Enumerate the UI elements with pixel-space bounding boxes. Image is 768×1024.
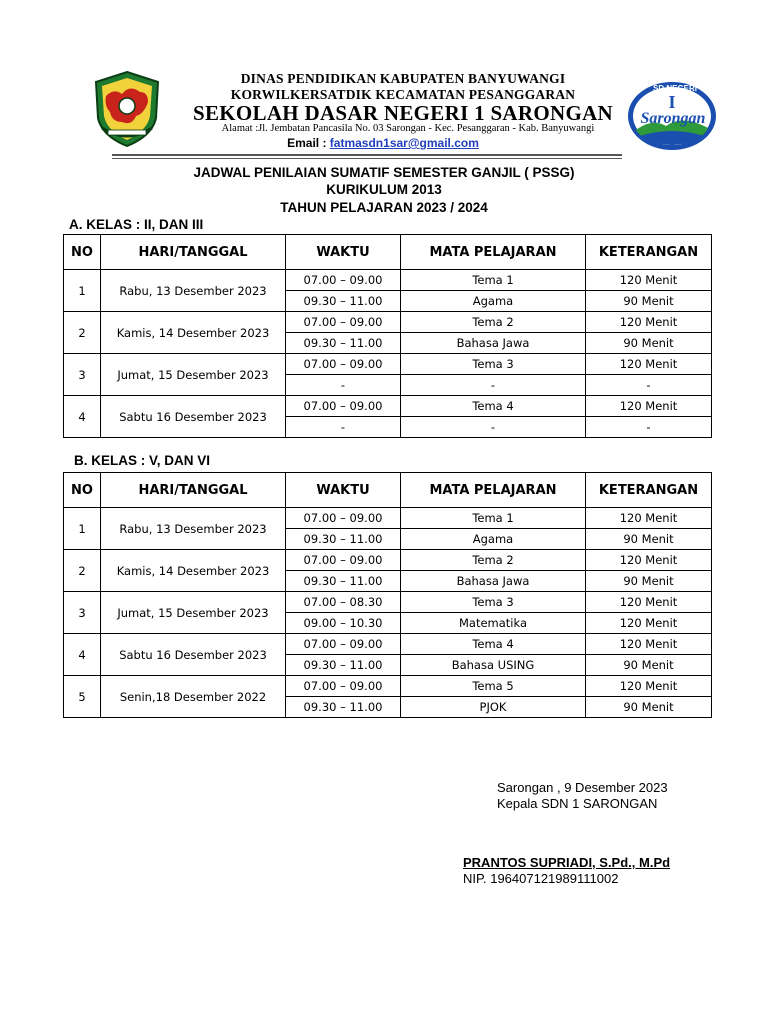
cell-note: 120 Menit <box>586 550 712 571</box>
column-header-time: WAKTU <box>286 473 401 508</box>
cell-subject: Tema 1 <box>401 270 586 291</box>
cell-note: 120 Menit <box>586 270 712 291</box>
cell-time: 09.30 – 11.00 <box>286 571 401 592</box>
cell-note: 120 Menit <box>586 676 712 697</box>
column-header-note: KETERANGAN <box>586 235 712 270</box>
cell-no: 2 <box>64 312 101 354</box>
signature-nip: NIP. 196407121989111002 <box>463 871 619 886</box>
signature-name: PRANTOS SUPRIADI, S.Pd., M.Pd <box>463 855 671 870</box>
cell-note: 120 Menit <box>586 634 712 655</box>
letterhead-rule <box>112 154 622 156</box>
section-a-label: A. KELAS : II, DAN III <box>69 217 204 232</box>
letterhead-agency: DINAS PENDIDIKAN KABUPATEN BANYUWANGI <box>240 71 566 86</box>
column-header-date: HARI/TANGGAL <box>101 473 286 508</box>
table-row <box>64 508 712 529</box>
table-row <box>64 592 712 613</box>
cell-time: 07.00 – 09.00 <box>286 396 401 417</box>
cell-time: 07.00 – 09.00 <box>286 634 401 655</box>
cell-time: 09.30 – 11.00 <box>286 655 401 676</box>
regency-emblem-icon <box>92 70 162 148</box>
badge-numeral: I <box>668 92 676 112</box>
cell-subject: Tema 3 <box>401 592 586 613</box>
cell-subject: Tema 1 <box>401 508 586 529</box>
column-header-time: WAKTU <box>286 235 401 270</box>
letterhead-email-line <box>160 136 606 150</box>
cell-note: 90 Menit <box>586 333 712 354</box>
cell-date: Jumat, 15 Desember 2023 <box>101 592 286 634</box>
signature-place-date: Sarongan , 9 Desember 2023 <box>497 780 668 795</box>
cell-time: 07.00 – 09.00 <box>286 676 401 697</box>
cell-time: 07.00 – 08.30 <box>286 592 401 613</box>
cell-subject: Tema 4 <box>401 634 586 655</box>
cell-date: Senin,18 Desember 2022 <box>101 676 286 718</box>
cell-date: Kamis, 14 Desember 2023 <box>101 312 286 354</box>
table-row <box>64 550 712 571</box>
cell-note: 120 Menit <box>586 312 712 333</box>
cell-no: 5 <box>64 676 101 718</box>
document-school-year: TAHUN PELAJARAN 2023 / 2024 <box>280 200 488 215</box>
table-row <box>64 354 712 375</box>
column-header-no: NO <box>64 473 101 508</box>
cell-subject: - <box>401 375 586 396</box>
cell-subject: Bahasa Jawa <box>401 571 586 592</box>
cell-no: 4 <box>64 396 101 438</box>
cell-note: 120 Menit <box>586 508 712 529</box>
column-header-no: NO <box>64 235 101 270</box>
cell-date: Sabtu 16 Desember 2023 <box>101 634 286 676</box>
cell-date: Kamis, 14 Desember 2023 <box>101 550 286 592</box>
signature-role: Kepala SDN 1 SARONGAN <box>497 796 658 811</box>
document-curriculum: KURIKULUM 2013 <box>326 182 442 197</box>
column-header-note: KETERANGAN <box>586 473 712 508</box>
cell-subject: Tema 4 <box>401 396 586 417</box>
document-title: JADWAL PENILAIAN SUMATIF SEMESTER GANJIL ( PSSG) <box>193 165 575 180</box>
table-row <box>64 270 712 291</box>
letterhead-office: KORWILKERSATDIK KECAMATAN PESANGGARAN <box>230 87 576 102</box>
badge-text-bottom: Sarongan <box>640 110 706 127</box>
cell-date: Jumat, 15 Desember 2023 <box>101 354 286 396</box>
schedule-table-b <box>63 472 712 718</box>
cell-time: 09.30 – 11.00 <box>286 333 401 354</box>
cell-no: 3 <box>64 592 101 634</box>
cell-time: 07.00 – 09.00 <box>286 354 401 375</box>
cell-note: - <box>586 417 712 438</box>
cell-time: 09.30 – 11.00 <box>286 697 401 718</box>
column-header-date: HARI/TANGGAL <box>101 235 286 270</box>
column-header-subject: MATA PELAJARAN <box>401 235 586 270</box>
table-row <box>64 676 712 697</box>
table-row <box>64 634 712 655</box>
cell-subject: Agama <box>401 529 586 550</box>
cell-subject: - <box>401 417 586 438</box>
cell-note: 120 Menit <box>586 396 712 417</box>
cell-time: - <box>286 375 401 396</box>
cell-note: 90 Menit <box>586 291 712 312</box>
email-label: Email : <box>287 136 330 150</box>
letterhead-rule-thin <box>112 158 622 159</box>
cell-time: 09.30 – 11.00 <box>286 529 401 550</box>
letterhead-address: Alamat :Jl. Jembatan Pancasila No. 03 Sarongan - Kec. Pesanggaran - Kab. Banyuwangi <box>221 123 595 134</box>
cell-subject: Tema 2 <box>401 550 586 571</box>
cell-note: - <box>586 375 712 396</box>
cell-note: 120 Menit <box>586 592 712 613</box>
schedule-table-a <box>63 234 712 438</box>
cell-time: 07.00 – 09.00 <box>286 550 401 571</box>
cell-subject: Matematika <box>401 613 586 634</box>
cell-time: 07.00 – 09.00 <box>286 312 401 333</box>
badge-text-top: SD NEGERI <box>653 84 698 93</box>
cell-date: Rabu, 13 Desember 2023 <box>101 270 286 312</box>
cell-note: 90 Menit <box>586 697 712 718</box>
cell-no: 1 <box>64 270 101 312</box>
cell-date: Sabtu 16 Desember 2023 <box>101 396 286 438</box>
cell-no: 1 <box>64 508 101 550</box>
cell-subject: Bahasa Jawa <box>401 333 586 354</box>
section-b-label: B. KELAS : V, DAN VI <box>74 453 211 468</box>
cell-time: 07.00 – 09.00 <box>286 508 401 529</box>
email-link[interactable]: fatmasdn1sar@gmail.com <box>329 136 479 150</box>
cell-no: 3 <box>64 354 101 396</box>
cell-subject: Tema 2 <box>401 312 586 333</box>
cell-note: 120 Menit <box>586 613 712 634</box>
cell-note: 120 Menit <box>586 354 712 375</box>
letterhead-school-name: SEKOLAH DASAR NEGERI 1 SARONGAN <box>192 101 614 125</box>
cell-time: 07.00 – 09.00 <box>286 270 401 291</box>
cell-subject: Tema 5 <box>401 676 586 697</box>
cell-time: - <box>286 417 401 438</box>
table-row <box>64 396 712 417</box>
cell-subject: Bahasa USING <box>401 655 586 676</box>
cell-note: 90 Menit <box>586 655 712 676</box>
cell-subject: Agama <box>401 291 586 312</box>
cell-no: 4 <box>64 634 101 676</box>
cell-time: 09.00 – 10.30 <box>286 613 401 634</box>
column-header-subject: MATA PELAJARAN <box>401 473 586 508</box>
cell-subject: PJOK <box>401 697 586 718</box>
cell-subject: Tema 3 <box>401 354 586 375</box>
cell-time: 09.30 – 11.00 <box>286 291 401 312</box>
cell-note: 90 Menit <box>586 571 712 592</box>
table-row <box>64 312 712 333</box>
cell-note: 90 Menit <box>586 529 712 550</box>
cell-date: Rabu, 13 Desember 2023 <box>101 508 286 550</box>
cell-no: 2 <box>64 550 101 592</box>
